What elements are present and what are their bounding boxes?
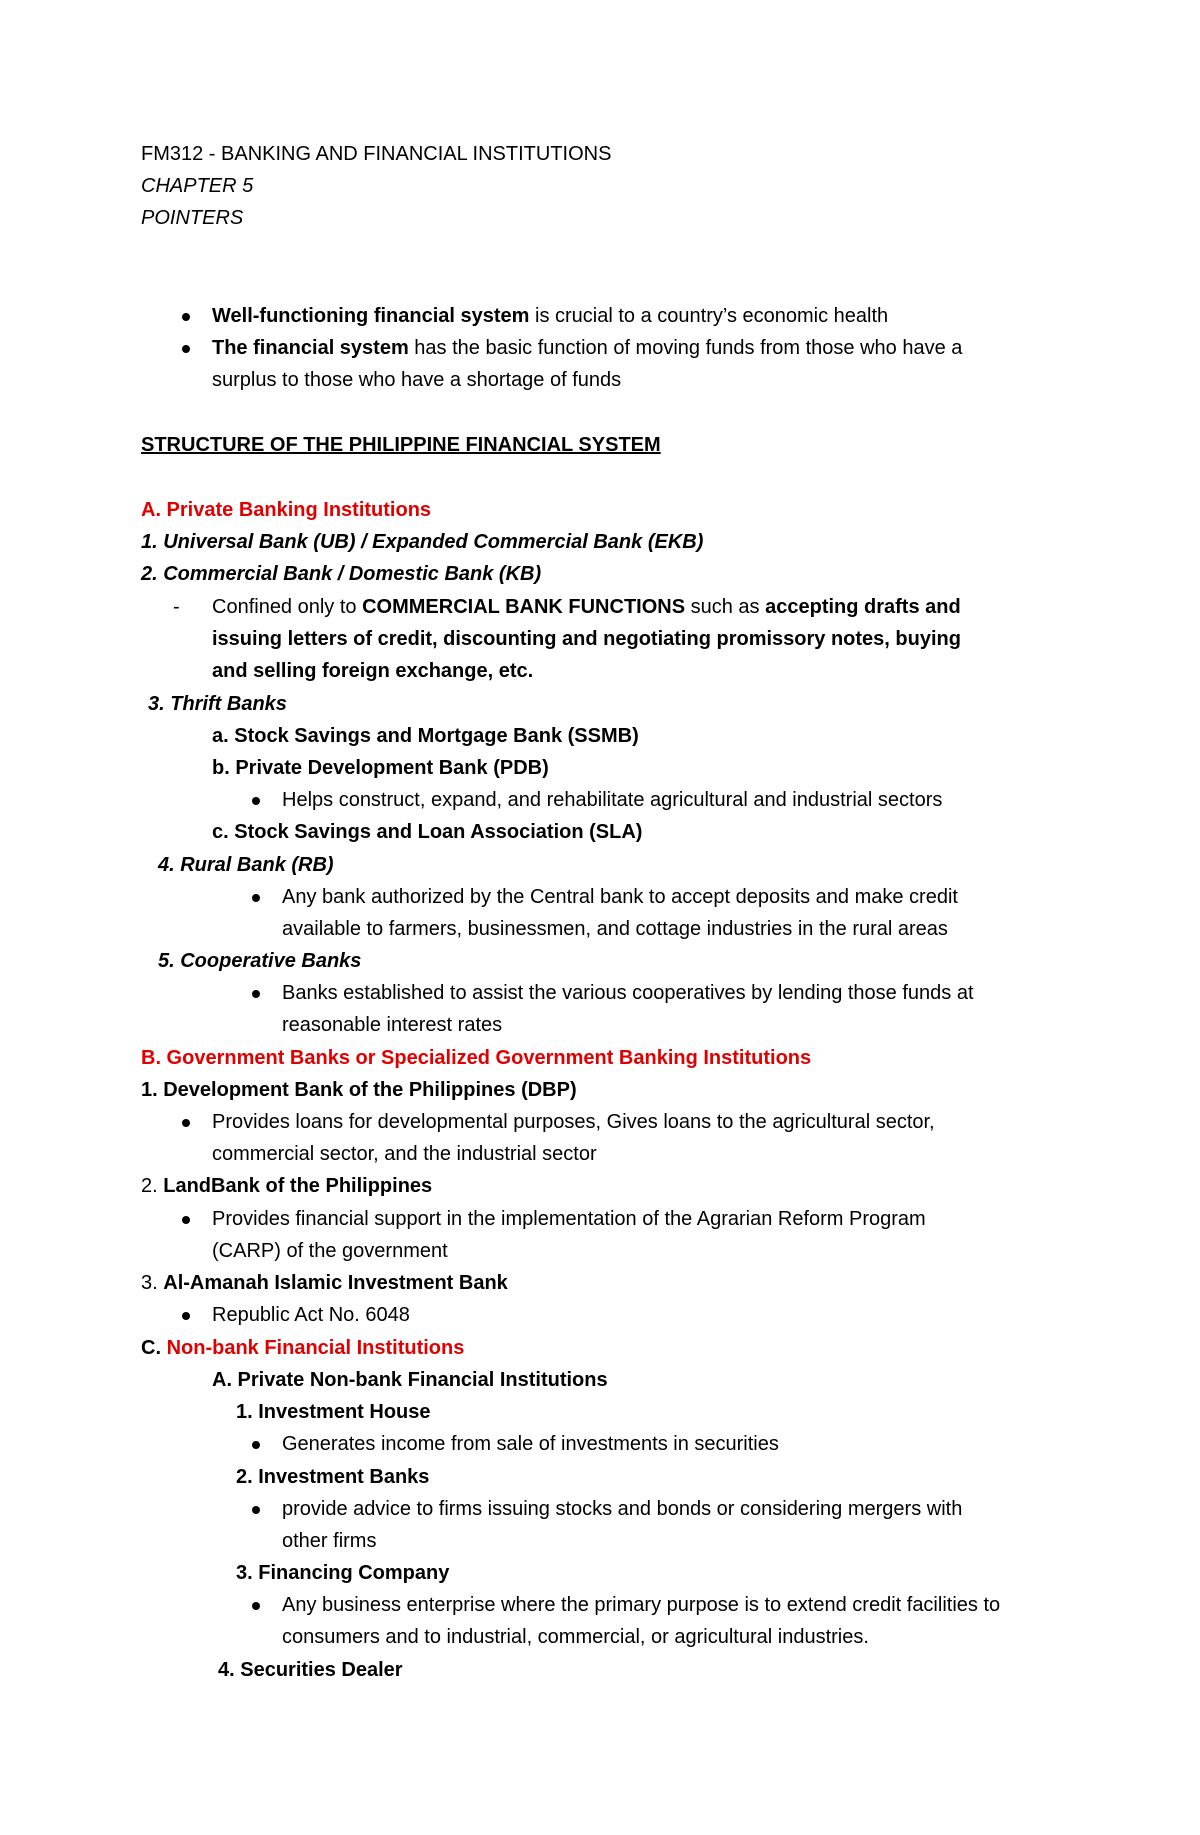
dash-marker: - bbox=[173, 596, 180, 618]
section-b-item-1-point-1: Provides loans for developmental purposes, Gives loans to the agricultural sector, bbox=[212, 1111, 935, 1133]
section-c-item-1-point: Generates income from sale of investments in securities bbox=[282, 1433, 779, 1455]
section-c-item-4: 4. Securities Dealer bbox=[218, 1659, 403, 1681]
intro-point-1-bold: Well-functioning financial system bbox=[212, 305, 530, 327]
section-c-item-1: 1. Investment House bbox=[236, 1401, 431, 1423]
section-c-item-3-point-1: Any business enterprise where the primary purpose is to extend credit facilities to bbox=[282, 1594, 1001, 1616]
section-a-item-3c: c. Stock Savings and Loan Association (SLA) bbox=[212, 821, 643, 843]
bullet-icon bbox=[182, 313, 190, 321]
bullet-icon bbox=[252, 1506, 260, 1514]
section-c-title-text: Non-bank Financial Institutions bbox=[166, 1337, 465, 1359]
bullet-icon bbox=[252, 1602, 260, 1610]
section-c-title bbox=[141, 1336, 464, 1360]
section-b-item-1-point-2: commercial sector, and the industrial sector bbox=[212, 1143, 597, 1165]
section-c-sub-a: A. Private Non-bank Financial Institutions bbox=[212, 1369, 608, 1391]
section-a-item-3b-point: Helps construct, expand, and rehabilitate agricultural and industrial sectors bbox=[282, 789, 943, 811]
section-c-item-2-point-1: provide advice to firms issuing stocks and bonds or considering mergers with bbox=[282, 1498, 963, 1520]
intro-point-2-bold: The financial system bbox=[212, 337, 409, 359]
section-b-item-3-point-1: Republic Act No. 6048 bbox=[212, 1304, 410, 1326]
pointers-label: POINTERS bbox=[141, 207, 244, 229]
item-number: 2. bbox=[141, 1175, 164, 1197]
section-b-item-3 bbox=[141, 1271, 508, 1295]
section-c-item-2-point-2: other firms bbox=[282, 1530, 377, 1552]
intro-point-2-continued: surplus to those who have a shortage of funds bbox=[212, 369, 622, 391]
intro-point-1 bbox=[212, 304, 888, 328]
section-c-item-2: 2. Investment Banks bbox=[236, 1466, 430, 1488]
section-a-item-5-point-1: Banks established to assist the various cooperatives by lending those funds at bbox=[282, 982, 974, 1004]
bullet-icon bbox=[252, 1441, 260, 1449]
section-c-item-3: 3. Financing Company bbox=[236, 1562, 450, 1584]
chapter-label: CHAPTER 5 bbox=[141, 175, 254, 197]
section-a-item-2-desc-2: issuing letters of credit, discounting and negotiating promissory notes, buying bbox=[212, 628, 961, 650]
section-c-item-3-point-2: consumers and to industrial, commercial, or agricultural industries. bbox=[282, 1626, 869, 1648]
bullet-icon bbox=[252, 990, 260, 998]
section-b-item-2-point-2: (CARP) of the government bbox=[212, 1240, 448, 1262]
desc-bold: COMMERCIAL BANK FUNCTIONS bbox=[362, 596, 686, 618]
desc-bold: accepting drafts and bbox=[765, 596, 961, 618]
section-a-item-2: 2. Commercial Bank / Domestic Bank (KB) bbox=[141, 563, 542, 585]
section-a-item-3a: a. Stock Savings and Mortgage Bank (SSMB) bbox=[212, 725, 639, 747]
course-title: FM312 - BANKING AND FINANCIAL INSTITUTIONS bbox=[141, 143, 612, 165]
section-a-item-3: 3. Thrift Banks bbox=[148, 693, 287, 715]
section-a-item-3b: b. Private Development Bank (PDB) bbox=[212, 757, 549, 779]
bullet-icon bbox=[182, 1312, 190, 1320]
bullet-icon bbox=[252, 797, 260, 805]
section-a-item-2-desc-1 bbox=[212, 595, 961, 619]
section-b-item-1: 1. Development Bank of the Philippines (DBP) bbox=[141, 1079, 577, 1101]
section-b-item-2 bbox=[141, 1174, 432, 1198]
section-b-title: B. Government Banks or Specialized Government Banking Institutions bbox=[141, 1047, 812, 1069]
section-title: STRUCTURE OF THE PHILIPPINE FINANCIAL SYSTEM bbox=[141, 434, 661, 456]
bullet-icon bbox=[252, 894, 260, 902]
section-a-item-5: 5. Cooperative Banks bbox=[158, 950, 362, 972]
bullet-icon bbox=[182, 1119, 190, 1127]
item-name: Al-Amanah Islamic Investment Bank bbox=[163, 1272, 508, 1294]
intro-point-2 bbox=[212, 336, 962, 360]
intro-point-1-text: is crucial to a country’s economic health bbox=[529, 305, 889, 327]
desc-text: such as bbox=[685, 596, 766, 618]
section-b-item-2-point-1: Provides financial support in the implementation of the Agrarian Reform Program bbox=[212, 1208, 926, 1230]
section-a-item-5-point-2: reasonable interest rates bbox=[282, 1014, 503, 1036]
item-number: 3. bbox=[141, 1272, 164, 1294]
item-name: LandBank of the Philippines bbox=[163, 1175, 433, 1197]
section-a-item-2-desc-3: and selling foreign exchange, etc. bbox=[212, 660, 534, 682]
bullet-icon bbox=[182, 1216, 190, 1224]
intro-point-2-text: has the basic function of moving funds from those who have a bbox=[408, 337, 963, 359]
section-a-item-4: 4. Rural Bank (RB) bbox=[158, 854, 334, 876]
section-a-item-4-point-2: available to farmers, businessmen, and cottage industries in the rural areas bbox=[282, 918, 948, 940]
desc-text: Confined only to bbox=[212, 596, 363, 618]
section-a-item-1: 1. Universal Bank (UB) / Expanded Commercial Bank (EKB) bbox=[141, 531, 704, 553]
section-a-title: A. Private Banking Institutions bbox=[141, 499, 432, 521]
bullet-icon bbox=[182, 345, 190, 353]
section-a-item-4-point-1: Any bank authorized by the Central bank to accept deposits and make credit bbox=[282, 886, 958, 908]
section-c-prefix: C. bbox=[141, 1337, 167, 1359]
